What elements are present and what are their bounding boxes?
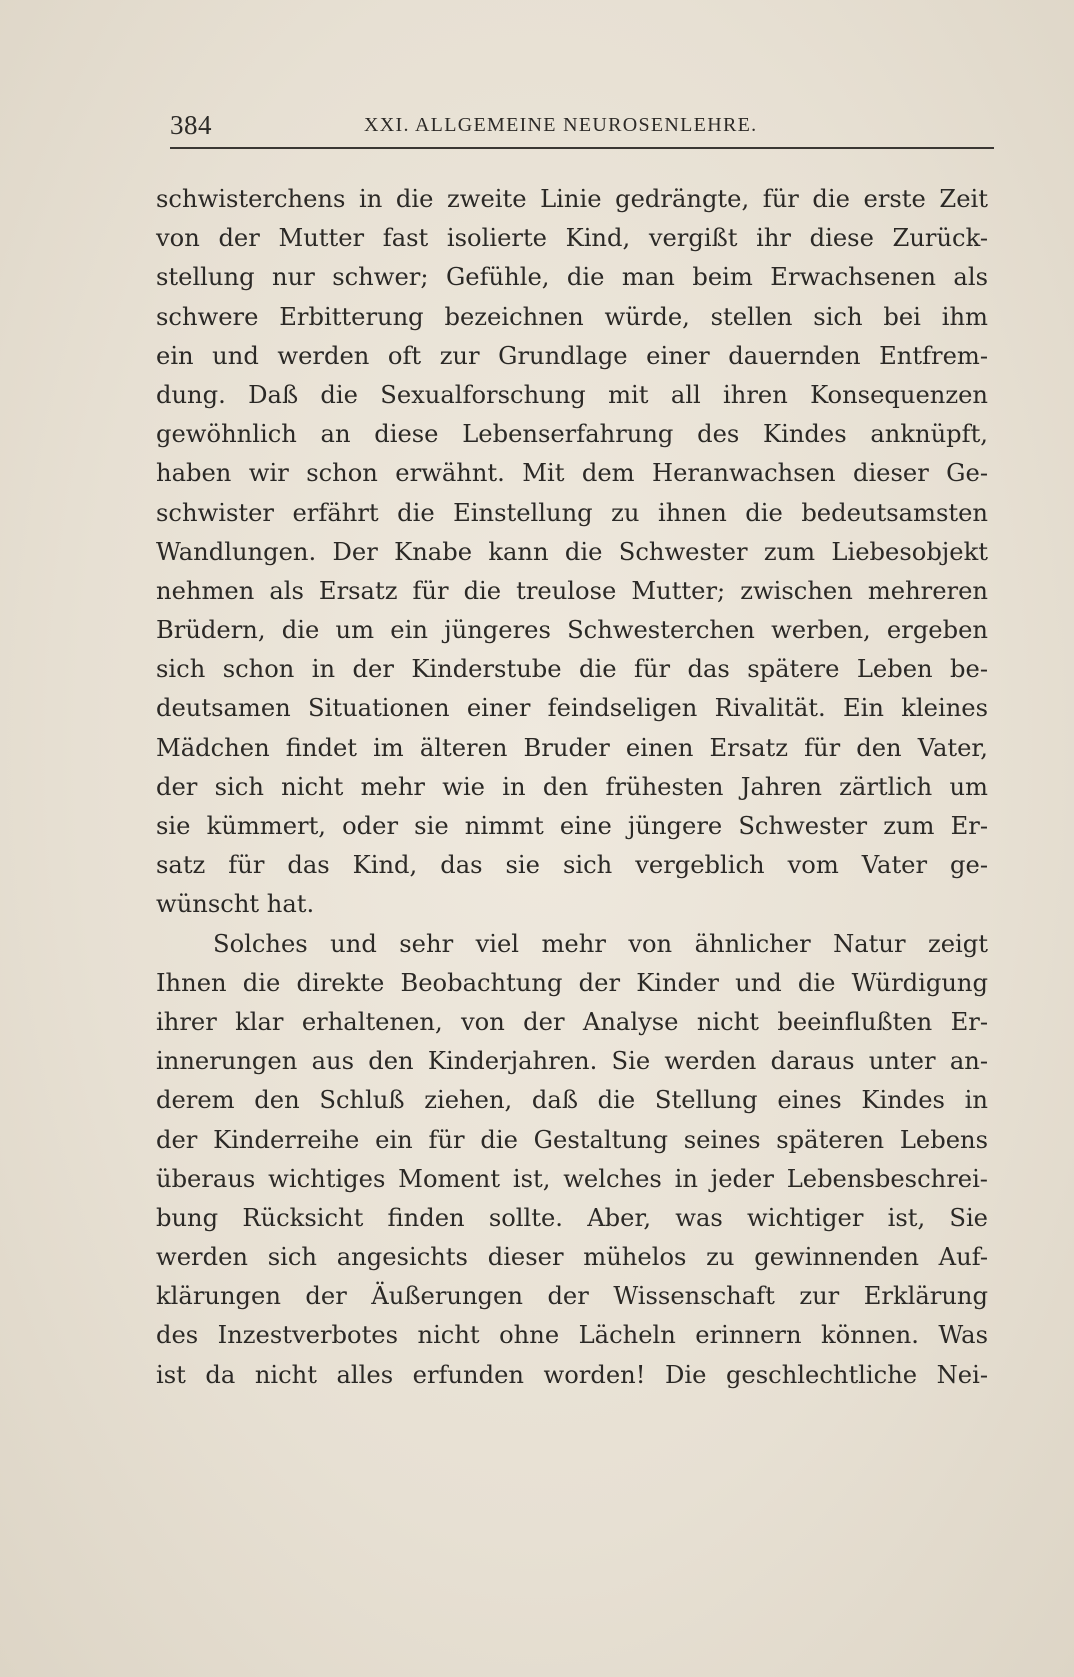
body-text xyxy=(156,180,988,1395)
text-line: der sich nicht mehr wie in den frühesten Jahren zärtlich um xyxy=(156,772,988,801)
text-line: innerungen aus den Kinderjahren. Sie werden daraus unter an- xyxy=(156,1047,988,1076)
page-number: 384 xyxy=(170,110,212,140)
text-line: werden sich angesichts dieser mühelos zu gewinnenden Auf- xyxy=(156,1243,988,1272)
text-line: von der Mutter fast isolierte Kind, vergißt ihr diese Zurück- xyxy=(156,224,988,253)
text-line: satz für das Kind, das sie sich vergeblich vom Vater ge- xyxy=(156,851,988,880)
text-line: wünscht hat. xyxy=(156,890,315,919)
running-head: XXI. ALLGEMEINE NEUROSENLEHRE. xyxy=(364,114,758,136)
text-line: Solches und sehr viel mehr von ähnlicher Natur zeigt xyxy=(213,929,988,958)
text-line: bung Rücksicht finden sollte. Aber, was wichtiger ist, Sie xyxy=(156,1203,988,1232)
text-line: klärungen der Äußerungen der Wissenschaft zur Erklärung xyxy=(156,1282,988,1311)
text-line: schwisterchens in die zweite Linie gedrängte, für die erste Zeit xyxy=(156,185,988,213)
text-line: schwere Erbitterung bezeichnen würde, stellen sich bei ihm xyxy=(156,302,988,331)
text-line: ein und werden oft zur Grundlage einer dauernden Entfrem- xyxy=(156,341,988,370)
text-line: des Inzestverbotes nicht ohne Lächeln erinnern können. Was xyxy=(156,1321,988,1350)
text-line: haben wir schon erwähnt. Mit dem Heranwachsen dieser Ge- xyxy=(156,459,988,488)
text-line: sich schon in der Kinderstube die für das spätere Leben be- xyxy=(156,655,988,684)
text-line: sie kümmert, oder sie nimmt eine jüngere Schwester zum Er- xyxy=(156,812,988,840)
text-line: ihrer klar erhaltenen, von der Analyse nicht beeinflußten Er- xyxy=(156,1007,988,1036)
text-line: überaus wichtiges Moment ist, welches in jeder Lebensbeschrei- xyxy=(156,1164,988,1193)
text-line: Wandlungen. Der Knabe kann die Schwester zum Liebesobjekt xyxy=(156,537,988,566)
header-rule xyxy=(170,147,994,149)
text-line: Brüdern, die um ein jüngeres Schwesterchen werben, ergeben xyxy=(156,616,988,645)
text-line: stellung nur schwer; Gefühle, die man beim Erwachsenen als xyxy=(156,263,988,292)
text-line: der Kinderreihe ein für die Gestaltung seines späteren Lebens xyxy=(156,1125,988,1154)
text-line: gewöhnlich an diese Lebenserfahrung des Kindes anknüpft, xyxy=(156,420,988,449)
text-line: Ihnen die direkte Beobachtung der Kinder und die Würdigung xyxy=(156,968,988,997)
text-line: schwister erfährt die Einstellung zu ihnen die bedeutsamsten xyxy=(156,498,988,527)
text-line: ist da nicht alles erfunden worden! Die geschlechtliche Nei- xyxy=(156,1360,988,1389)
page-header xyxy=(156,108,994,148)
text-line: derem den Schluß ziehen, daß die Stellung eines Kindes in xyxy=(156,1086,988,1115)
text-line: Mädchen findet im älteren Bruder einen Ersatz für den Vater, xyxy=(156,733,988,762)
text-line: dung. Daß die Sexualforschung mit all ihren Konsequenzen xyxy=(156,380,988,409)
text-line: nehmen als Ersatz für die treulose Mutter; zwischen mehreren xyxy=(156,576,988,605)
text-line: deutsamen Situationen einer feindseligen Rivalität. Ein kleines xyxy=(156,694,988,723)
